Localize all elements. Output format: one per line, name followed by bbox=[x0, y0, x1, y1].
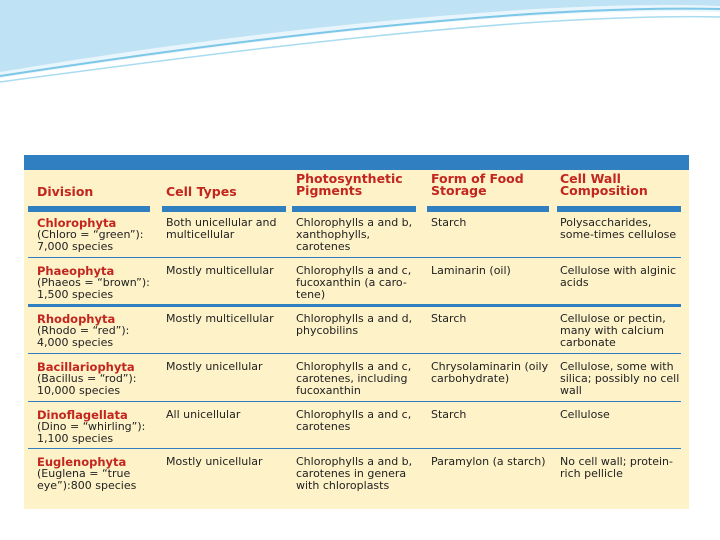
row-separator bbox=[28, 401, 681, 402]
division-species: 7,000 species bbox=[37, 240, 114, 253]
food-storage-cell: Chrysolaminarin (oily carbohydrate) bbox=[431, 360, 549, 385]
division-species: 1,500 species bbox=[37, 288, 114, 301]
cell-wall-cell: No cell wall; protein-rich pellicle bbox=[560, 455, 674, 480]
pigments-cell: Chlorophylls a and b, carotenes in genera with chloroplasts bbox=[296, 455, 413, 492]
header-separator bbox=[292, 206, 416, 212]
decorative-swoosh bbox=[0, 0, 720, 90]
division-cell bbox=[37, 217, 163, 253]
division-etymology: (Chloro = “green”): bbox=[37, 228, 144, 241]
pigments-cell: Chlorophylls a and b, xanthophylls, carotenes bbox=[296, 216, 413, 253]
row-separator bbox=[28, 257, 681, 258]
division-etymology: (Dino = “whirling”): bbox=[37, 420, 146, 433]
header-separator bbox=[557, 206, 681, 212]
food-storage-cell: Starch bbox=[431, 408, 467, 421]
cell-wall-cell: Cellulose or pectin, many with calcium carbonate bbox=[560, 312, 666, 349]
table-row bbox=[24, 456, 689, 504]
division-species: 4,000 species bbox=[37, 336, 114, 349]
header-separator bbox=[28, 206, 150, 212]
pigments-cell: Chlorophylls a and c, fucoxanthin (a caro-tene) bbox=[296, 264, 412, 301]
cell-types-cell: Mostly unicellular bbox=[166, 455, 263, 468]
cell-types-cell: Mostly multicellular bbox=[166, 312, 274, 325]
division-cell bbox=[37, 456, 163, 492]
division-etymology: (Bacillus = “rod”): bbox=[37, 372, 137, 385]
header-food-storage: Form of Food Storage bbox=[431, 171, 524, 198]
header-cell-wall: Cell Wall Composition bbox=[560, 171, 648, 198]
cell-types-cell: Both unicellular and multicellular bbox=[166, 216, 277, 241]
division-name: Phaeophyta bbox=[37, 264, 115, 278]
pigments-cell: Chlorophylls a and c, carotenes, including fucoxanthin bbox=[296, 360, 412, 397]
header-separator bbox=[427, 206, 549, 212]
division-cell bbox=[37, 265, 163, 301]
cell-types-cell: Mostly multicellular bbox=[166, 264, 274, 277]
cell-wall-cell: Polysaccharides, some-times cellulose bbox=[560, 216, 677, 241]
food-storage-cell: Starch bbox=[431, 216, 467, 229]
row-separator bbox=[28, 304, 681, 307]
pigments-cell: Chlorophylls a and d, phycobilins bbox=[296, 312, 413, 337]
cell-wall-cell: Cellulose, some with silica; possibly no cell wall bbox=[560, 360, 680, 397]
row-separator bbox=[28, 448, 681, 449]
division-name: Chlorophyta bbox=[37, 216, 117, 230]
division-cell bbox=[37, 313, 163, 349]
row-separator bbox=[28, 353, 681, 354]
division-name: Euglenophyta bbox=[37, 455, 127, 469]
algae-division-table bbox=[24, 155, 689, 509]
cell-wall-cell: Cellulose bbox=[560, 408, 610, 421]
table-top-bar bbox=[24, 155, 689, 170]
division-name: Rhodophyta bbox=[37, 312, 116, 326]
division-cell bbox=[37, 361, 163, 397]
division-species: eye”):800 species bbox=[37, 479, 137, 492]
cell-types-cell: All unicellular bbox=[166, 408, 241, 421]
division-name: Dinoflagellata bbox=[37, 408, 128, 422]
division-species: 10,000 species bbox=[37, 384, 121, 397]
division-etymology: (Phaeos = “brown”): bbox=[37, 276, 150, 289]
table-row bbox=[24, 409, 689, 457]
food-storage-cell: Starch bbox=[431, 312, 467, 325]
division-etymology: (Rhodo = “red”): bbox=[37, 324, 130, 337]
header-division: Division bbox=[37, 184, 94, 199]
cell-wall-cell: Cellulose with alginic acids bbox=[560, 264, 677, 289]
pigments-cell: Chlorophylls a and c, carotenes bbox=[296, 408, 412, 433]
division-name: Bacillariophyta bbox=[37, 360, 135, 374]
header-pigments: Photosynthetic Pigments bbox=[296, 171, 403, 198]
division-cell bbox=[37, 409, 163, 445]
header-separator bbox=[162, 206, 286, 212]
division-etymology: (Euglena = “true bbox=[37, 467, 131, 480]
food-storage-cell: Paramylon (a starch) bbox=[431, 455, 546, 468]
header-cell-types: Cell Types bbox=[166, 184, 237, 199]
cell-types-cell: Mostly unicellular bbox=[166, 360, 263, 373]
division-species: 1,100 species bbox=[37, 432, 114, 445]
food-storage-cell: Laminarin (oil) bbox=[431, 264, 511, 277]
